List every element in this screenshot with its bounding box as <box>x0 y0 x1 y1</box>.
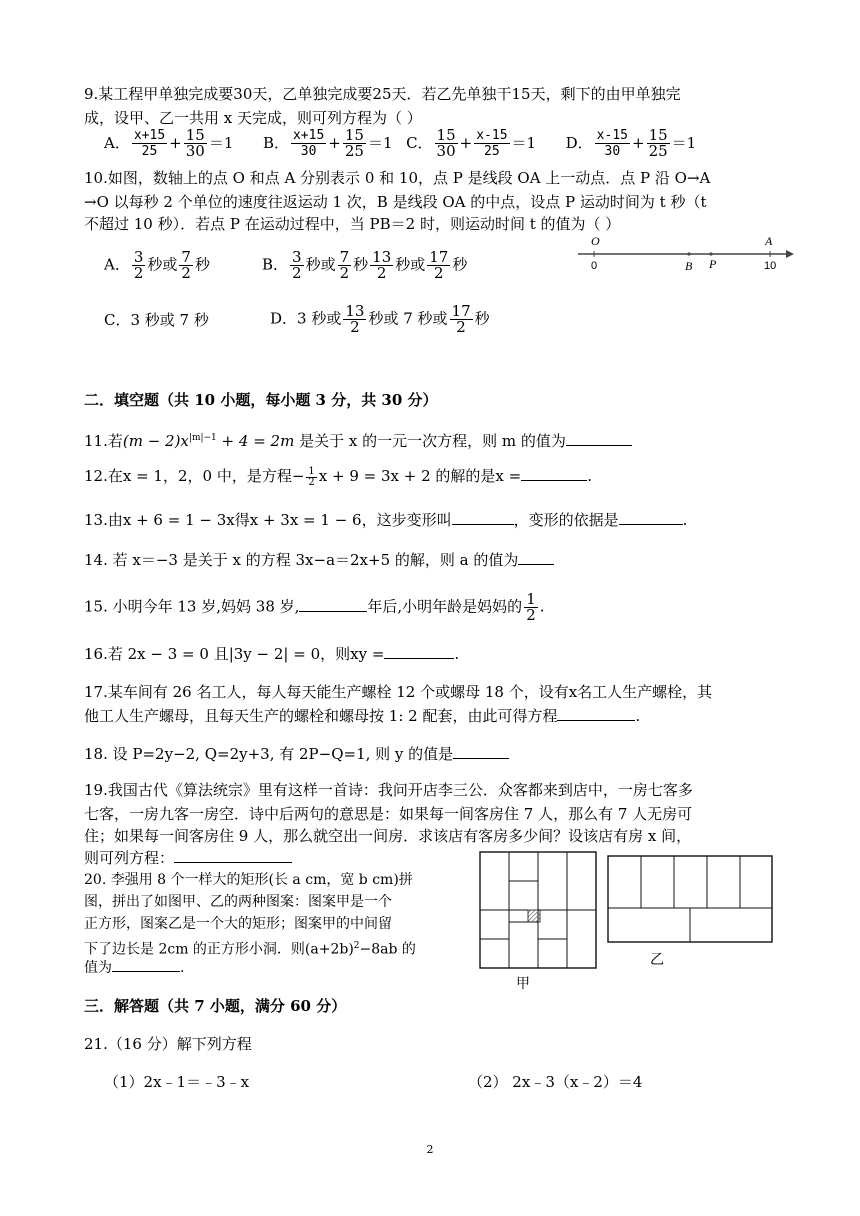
figure-jia-label: 甲 <box>516 976 530 992</box>
section2-heading: 二．填空题（共 10 小题，每小题 3 分，共 30 分） <box>84 391 438 409</box>
q10-optA: A． $\frac{3}{2}$ 秒或 $\frac{7}{2}$ 秒 <box>104 248 210 282</box>
q10-line1: 10.如图，数轴上的点 O 和点 A 分别表示 0 和 10，点 P 是线段 OA 上一动点．点 P 沿 O→A <box>84 169 711 187</box>
q9-optB: B． $\frac{x+15}{30}$ + $\frac{15}{25}$ ＝1 <box>262 126 393 160</box>
q19-line1: 19.我国古代《算法统宗》里有这样一首诗：我问开店李三公．众客都来到店中，一房七客多 <box>84 781 693 799</box>
q20-line1: 20. 李强用 8 个一样大的矩形(长 a cm，宽 b cm)拼 <box>84 872 413 888</box>
q9-options <box>104 128 696 159</box>
q20-line5: 值为 . <box>84 960 185 976</box>
section3-heading: 三．解答题（共 7 小题，满分 60 分） <box>84 997 347 1015</box>
q10-optD: D．3 秒或 $\frac{13}{2}$ 秒或 7 秒或 $\frac{17}{2}$ 秒 <box>270 302 490 336</box>
q19-line4: 则可列方程： <box>84 848 292 868</box>
q16: 16.若 2x − 3 = 0 且|3y − 2| = 0，则xy = . <box>84 645 460 663</box>
figure-yi-label: 乙 <box>650 952 664 968</box>
q17-line2: 他工人生产螺母，且每天生产的螺栓和螺母按 1: 2 配套，由此可得方程 . <box>84 707 641 725</box>
page-number: 2 <box>426 1143 434 1156</box>
point-A-label: A <box>765 234 773 248</box>
figure-yi <box>606 852 776 972</box>
q10-line2: →O 以每秒 2 个单位的速度往返运动 1 次，B 是线段 OA 的中点，设点 P 运动时间为 t 秒（t <box>84 193 707 211</box>
q10-line3: 不超过 10 秒）．若点 P 在运动过程中，当 PB＝2 时，则运动时间 t 的值为（ ） <box>84 215 621 233</box>
tick-10-label: 10 <box>764 260 777 272</box>
q20-line4: 下了边长是 2cm 的正方形小洞．则$(a+2b)^2-8ab$ 的 <box>84 941 416 958</box>
q17-line1: 17.某车间有 26 名工人，每人每天能生产螺栓 12 个或螺母 18 个，设有x名工人生产螺栓，其 <box>84 683 713 701</box>
q13: 13.由x + 6 = 1 − 3x得x + 3x = 1 − 6，这步变形叫 ，变形的依据是 . <box>84 511 688 529</box>
q20-line3: 正方形，图案乙是一个大的矩形；图案甲的中间留 <box>84 916 392 932</box>
q19-line2: 七客，一房九客一房空．诗中后两句的意思是：如果每一间客房住 7 人，那么有 7 人无房可 <box>84 805 693 823</box>
q18: 18. 设 P=2y−2, Q=2y+3, 有 2P−Q=1, 则 y 的值是 <box>84 744 509 764</box>
q9-line2: 成，设甲、乙一共用 x 天完成，则可列方程为（ ） <box>84 109 422 127</box>
number-line-figure <box>574 232 794 276</box>
point-B-label: B <box>685 259 693 273</box>
q9-optD: D． $\frac{x-15}{30}$ + $\frac{15}{25}$ ＝1 <box>565 126 697 160</box>
figure-jia <box>476 850 606 992</box>
tick-0-label: 0 <box>591 260 598 272</box>
q9-optC: C． $\frac{15}{30}$ + $\frac{x-15}{25}$ ＝1 <box>406 126 537 160</box>
q20-line2: 图，拼出了如图甲、乙的两种图案：图案甲是一个 <box>84 894 392 910</box>
q10-optC: C．3 秒或 7 秒 <box>104 311 209 329</box>
q21-title: 21.（16 分）解下列方程 <box>84 1035 252 1053</box>
q21-part2: （2） 2x﹣3（x﹣2）＝4 <box>468 1073 643 1091</box>
point-O-label: O <box>591 234 600 248</box>
q14: 14. 若 x＝−3 是关于 x 的方程 3x−a＝2x+5 的解，则 a 的值为 <box>84 550 554 570</box>
point-P-label: P <box>709 257 717 271</box>
q10-optB: B． $\frac{3}{2}$ 秒或 $\frac{7}{2}$ 秒 $\frac{13}{2}$ 秒或 $\frac{17}{2}$ 秒 <box>262 248 468 282</box>
q21-part1: （1）2x﹣1＝﹣3﹣x <box>104 1073 250 1091</box>
q9-line1: 9.某工程甲单独完成要30天，乙单独完成要25天．若乙先单独干15天，剩下的由甲单独完 <box>84 85 681 103</box>
q9-optA: A． $\frac{x+15}{25}$ + $\frac{15}{30}$ ＝1 <box>104 126 234 160</box>
q19-line3: 住；如果每一间客房住 9 人，那么就空出一间房．求该店有客房多少间？设该店有房 x 间， <box>84 827 692 845</box>
q12: 12.在x = 1，2，0 中，是方程− $\frac{1}{2}$ x + 9 = 3x + 2 的解的是x = . <box>84 465 592 488</box>
q11: 11.若$(m - 2)x^{|m|-1} + 4 = 2m$ 是关于 x 的一元一次方程，则 m 的值为 <box>84 428 632 451</box>
q15: 15. 小明今年 13 岁,妈妈 38 岁, 年后,小明年龄是妈妈的 $\frac{1}{2}$ . <box>84 590 545 624</box>
